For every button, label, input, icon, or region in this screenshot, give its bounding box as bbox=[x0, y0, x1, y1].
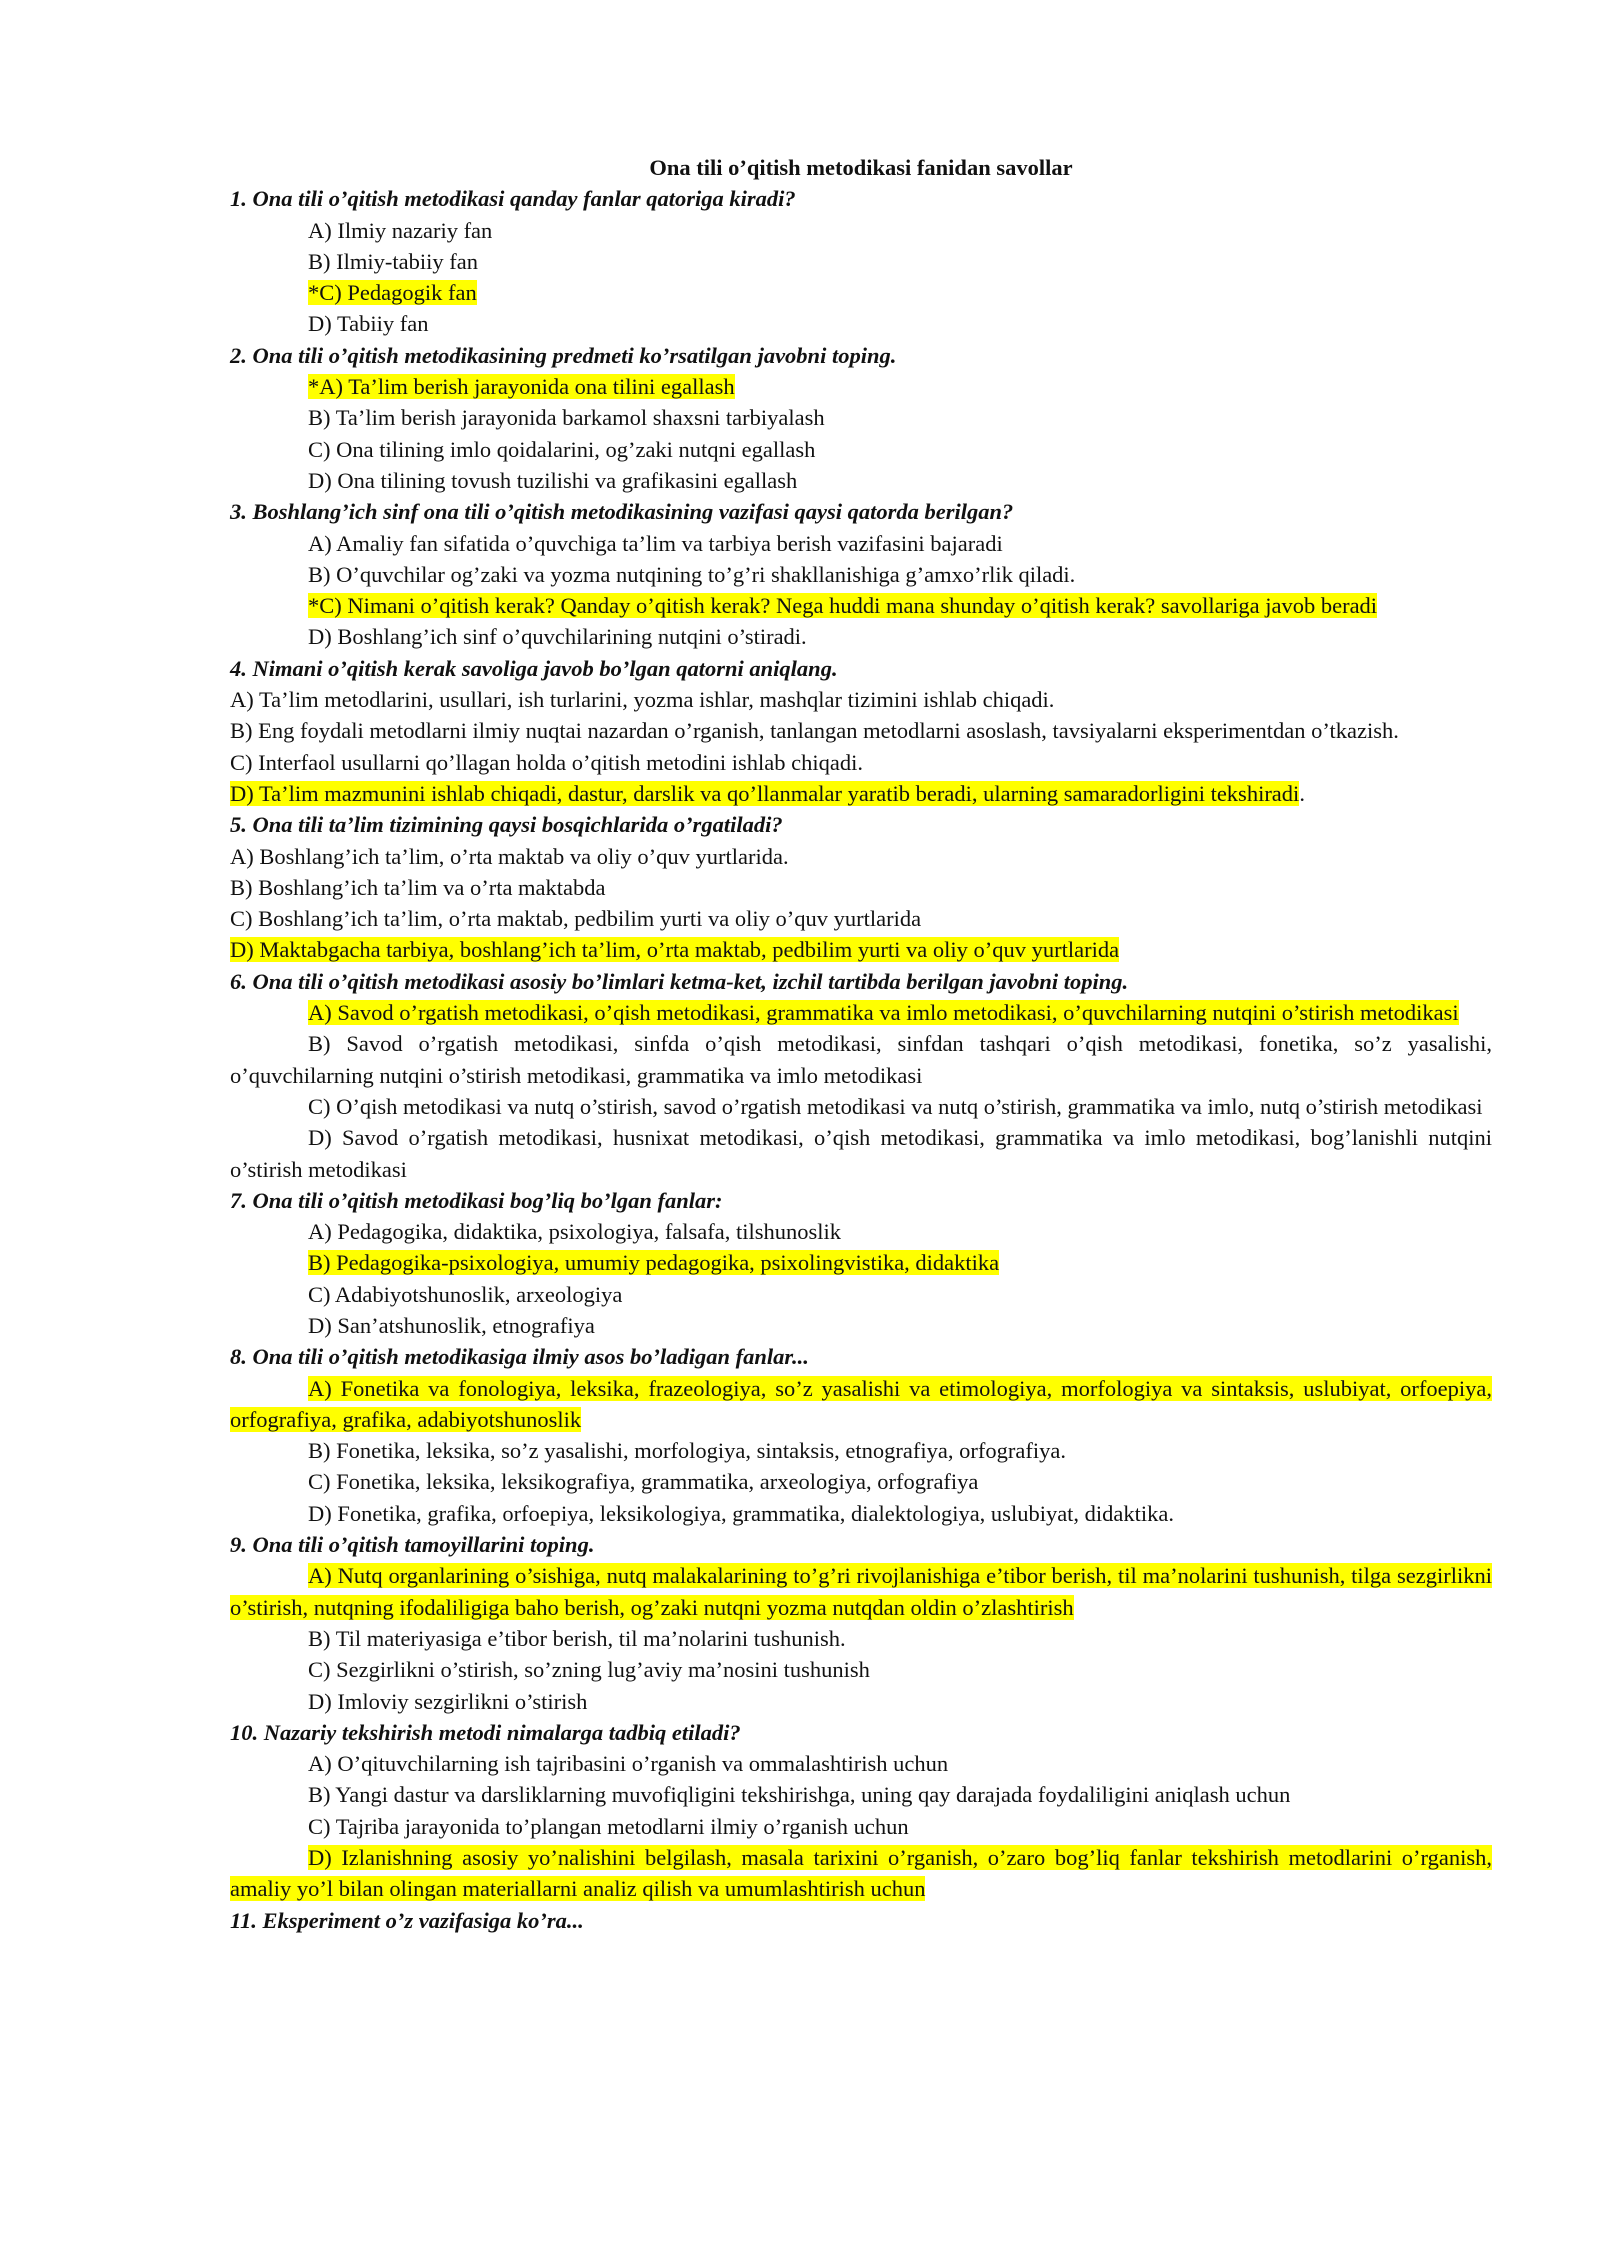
answer-text: B) Fonetika, leksika, so’z yasalishi, morfologiya, sintaksis, etnografiya, orfografiya. bbox=[308, 1438, 1066, 1464]
answer-option bbox=[230, 1498, 1492, 1529]
answer-option bbox=[230, 934, 1492, 965]
question-text: 9. Ona tili o’qitish tamoyillarini toping. bbox=[230, 1532, 595, 1558]
question-text: 11. Eksperiment o’z vazifasiga ko’ra... bbox=[230, 1907, 584, 1933]
answer-text: D) Boshlang’ich sinf o’quvchilarining nutqini o’stiradi. bbox=[308, 624, 807, 650]
question-text: 6. Ona tili o’qitish metodikasi asosiy bo’limlari ketma-ket, izchil tartibda berilgan javobni toping. bbox=[230, 968, 1129, 994]
answer-option bbox=[230, 1623, 1492, 1654]
answer-option bbox=[230, 1216, 1492, 1247]
question-block bbox=[230, 1341, 1492, 1529]
answer-text: A) O’qituvchilarning ish tajribasini o’rganish va ommalashtirish uchun bbox=[308, 1751, 949, 1777]
answer-option bbox=[230, 402, 1492, 433]
answer-option bbox=[230, 778, 1492, 809]
answer-text: C) Adabiyotshunoslik, arxeologiya bbox=[308, 1281, 623, 1307]
document-title: Ona tili o’qitish metodikasi fanidan savollar bbox=[649, 155, 1073, 180]
answer-option bbox=[230, 621, 1492, 652]
answer-text-highlighted: A) Fonetika va fonologiya, leksika, frazeologiya, so’z yasalishi va etimologiya, morfologiya va sintaksis, uslubiyat, orfoepiya, orfografiya, grafika, adabiyotshunoslik bbox=[230, 1375, 1492, 1432]
answer-text: A) Ta’lim metodlarini, usullari, ish turlarini, yozma ishlar, mashqlar tizimini ishlab chiqadi. bbox=[230, 687, 1055, 713]
answer-text: B) Ta’lim berish jarayonida barkamol shaxsni tarbiyalash bbox=[308, 405, 825, 431]
answer-option bbox=[230, 1686, 1492, 1717]
answer-option bbox=[230, 246, 1492, 277]
answer-text: D) Imloviy sezgirlikni o’stirish bbox=[308, 1688, 588, 1714]
answer-option bbox=[230, 1091, 1492, 1122]
answer-tail: . bbox=[1299, 780, 1305, 806]
answer-text: B) Boshlang’ich ta’lim va o’rta maktabda bbox=[230, 874, 606, 900]
answer-option bbox=[230, 1654, 1492, 1685]
answer-option bbox=[230, 371, 1492, 402]
question-block bbox=[230, 183, 1492, 339]
question-text: 1. Ona tili o’qitish metodikasi qanday fanlar qatoriga kiradi? bbox=[230, 186, 796, 212]
answer-text-highlighted: D) Izlanishning asosiy yo’nalishini belgilash, masala tarixini o’rganish, o’zaro bog’liq fanlar tekshirish metodlarini o’rganish, amaliy yo’l bilan olingan materiallarni analiz qilish va umumlashtirish uchun bbox=[230, 1845, 1492, 1902]
answer-text-highlighted: *C) Pedagogik fan bbox=[308, 280, 477, 306]
answer-option bbox=[230, 1122, 1492, 1185]
question-block bbox=[230, 496, 1492, 652]
answer-text-highlighted: A) Nutq organlarining o’sishiga, nutq malakalarining to’g’ri rivojlanishiga e’tibor berish, til ma’nolarini tushunish, tilga sezgirlikni o’stirish, nutqning ifodaliligiga baho berish, og’zaki nutqni yozma nutqdan oldin o’zlashtirish bbox=[230, 1563, 1492, 1620]
answer-text: A) Boshlang’ich ta’lim, o’rta maktab va oliy o’quv yurtlarida. bbox=[230, 843, 789, 869]
answer-option bbox=[230, 1247, 1492, 1278]
answer-option bbox=[230, 277, 1492, 308]
answer-option bbox=[230, 1279, 1492, 1310]
answer-option bbox=[230, 684, 1492, 715]
answer-text: A) Amaliy fan sifatida o’quvchiga ta’lim va tarbiya berish vazifasini bajaradi bbox=[308, 530, 1003, 556]
question-block bbox=[230, 1529, 1492, 1717]
answer-option bbox=[230, 1028, 1492, 1091]
answer-text: B) Eng foydali metodlarni ilmiy nuqtai nazardan o’rganish, tanlangan metodlarni asoslash, tavsiyalarni eksperimentdan o’tkazish. bbox=[230, 718, 1399, 744]
question-block bbox=[230, 1905, 1492, 1936]
answer-option bbox=[230, 1748, 1492, 1779]
question-block bbox=[230, 653, 1492, 809]
answer-option bbox=[230, 747, 1492, 778]
answer-option bbox=[230, 528, 1492, 559]
answer-option bbox=[230, 1310, 1492, 1341]
answer-text: B) Yangi dastur va darsliklarning muvofiqligini tekshirishga, uning qay darajada foydaliligini aniqlash uchun bbox=[308, 1782, 1291, 1808]
answer-option bbox=[230, 1373, 1492, 1436]
answer-option bbox=[230, 715, 1492, 746]
answer-option bbox=[230, 559, 1492, 590]
answer-option bbox=[230, 215, 1492, 246]
answer-text: B) Ilmiy-tabiiy fan bbox=[308, 248, 478, 274]
answer-text-highlighted: *A) Ta’lim berish jarayonida ona tilini egallash bbox=[308, 374, 735, 400]
answer-text-highlighted: A) Savod o’rgatish metodikasi, o’qish metodikasi, grammatika va imlo metodikasi, o’quvchilarning nutqini o’stirish metodikasi bbox=[308, 1000, 1459, 1026]
question-text: 4. Nimani o’qitish kerak savoliga javob bo’lgan qatorni aniqlang. bbox=[230, 655, 838, 681]
answer-option bbox=[230, 997, 1492, 1028]
answer-text: D) Fonetika, grafika, orfoepiya, leksikologiya, grammatika, dialektologiya, uslubiyat, didaktika. bbox=[308, 1500, 1175, 1526]
answer-text-highlighted: D) Ta’lim mazmunini ishlab chiqadi, dastur, darslik va qo’llanmalar yaratib beradi, ularning samaradorligini tekshiradi bbox=[230, 780, 1300, 806]
answer-option bbox=[230, 1560, 1492, 1623]
answer-text: C) Ona tilining imlo qoidalarini, og’zaki nutqni egallash bbox=[308, 436, 816, 462]
answer-text: C) Sezgirlikni o’stirish, so’zning lug’aviy ma’nosini tushunish bbox=[308, 1657, 870, 1683]
answer-text: D) Savod o’rgatish metodikasi, husnixat metodikasi, o’qish metodikasi, grammatika va imlo metodikasi, bog’lanishli nutqini o’stirish metodikasi bbox=[230, 1125, 1492, 1182]
answer-text: C) Fonetika, leksika, leksikografiya, grammatika, arxeologiya, orfografiya bbox=[308, 1469, 979, 1495]
answer-text: D) San’atshunoslik, etnografiya bbox=[308, 1312, 595, 1338]
question-block bbox=[230, 966, 1492, 1185]
question-block bbox=[230, 809, 1492, 965]
answer-text-highlighted: B) Pedagogika-psixologiya, umumiy pedagogika, psixolingvistika, didaktika bbox=[308, 1250, 1000, 1276]
answer-text: D) Ona tilining tovush tuzilishi va grafikasini egallash bbox=[308, 467, 798, 493]
answer-text: D) Tabiiy fan bbox=[308, 311, 429, 337]
question-text: 5. Ona tili ta’lim tizimining qaysi bosqichlarida o’rgatiladi? bbox=[230, 812, 783, 838]
answer-option bbox=[230, 872, 1492, 903]
answer-text: C) O’qish metodikasi va nutq o’stirish, savod o’rgatish metodikasi va nutq o’stirish, grammatika va imlo, nutq o’stirish metodikasi bbox=[308, 1093, 1483, 1119]
answer-option bbox=[230, 1435, 1492, 1466]
question-block bbox=[230, 340, 1492, 496]
question-text: 2. Ona tili o’qitish metodikasining predmeti ko’rsatilgan javobni toping. bbox=[230, 342, 897, 368]
answer-text: C) Interfaol usullarni qo’llagan holda o’qitish metodini ishlab chiqadi. bbox=[230, 749, 863, 775]
answer-option bbox=[230, 590, 1492, 621]
answer-option bbox=[230, 465, 1492, 496]
answer-text: B) Savod o’rgatish metodikasi, sinfda o’qish metodikasi, sinfdan tashqari o’qish metodikasi, fonetika, so’z yasalishi, o’quvchilarning nutqini o’stirish metodikasi, grammatika va imlo metodikasi bbox=[230, 1031, 1492, 1088]
question-text: 3. Boshlang’ich sinf ona tili o’qitish metodikasining vazifasi qaysi qatorda berilgan? bbox=[230, 499, 1014, 525]
answer-option bbox=[230, 903, 1492, 934]
answer-text: B) Til materiyasiga e’tibor berish, til ma’nolarini tushunish. bbox=[308, 1625, 846, 1651]
answer-text: C) Boshlang’ich ta’lim, o’rta maktab, pedbilim yurti va oliy o’quv yurtlarida bbox=[230, 906, 922, 932]
answer-text: A) Ilmiy nazariy fan bbox=[308, 217, 493, 243]
answer-text: A) Pedagogika, didaktika, psixologiya, falsafa, tilshunoslik bbox=[308, 1219, 842, 1245]
answer-option bbox=[230, 434, 1492, 465]
answer-option bbox=[230, 308, 1492, 339]
answer-option bbox=[230, 1779, 1492, 1810]
answer-text-highlighted: D) Maktabgacha tarbiya, boshlang’ich ta’lim, o’rta maktab, pedbilim yurti va oliy o’quv yurtlarida bbox=[230, 937, 1120, 963]
question-text: 10. Nazariy tekshirish metodi nimalarga tadbiq etiladi? bbox=[230, 1719, 741, 1745]
question-block bbox=[230, 1717, 1492, 1905]
document-page bbox=[230, 152, 1492, 1936]
answer-text: B) O’quvchilar og’zaki va yozma nutqining to’g’ri shakllanishiga g’amxo’rlik qiladi. bbox=[308, 561, 1076, 587]
answer-option bbox=[230, 1842, 1492, 1905]
question-text: 8. Ona tili o’qitish metodikasiga ilmiy asos bo’ladigan fanlar... bbox=[230, 1344, 809, 1370]
question-block bbox=[230, 1185, 1492, 1341]
question-text: 7. Ona tili o’qitish metodikasi bog’liq bo’lgan fanlar: bbox=[230, 1187, 723, 1213]
answer-text-highlighted: *C) Nimani o’qitish kerak? Qanday o’qitish kerak? Nega huddi mana shunday o’qitish kerak? savollariga javob beradi bbox=[308, 593, 1378, 619]
answer-text: C) Tajriba jarayonida to’plangan metodlarni ilmiy o’rganish uchun bbox=[308, 1813, 909, 1839]
answer-option bbox=[230, 1466, 1492, 1497]
question-list bbox=[230, 183, 1492, 1936]
answer-option bbox=[230, 1811, 1492, 1842]
answer-option bbox=[230, 841, 1492, 872]
